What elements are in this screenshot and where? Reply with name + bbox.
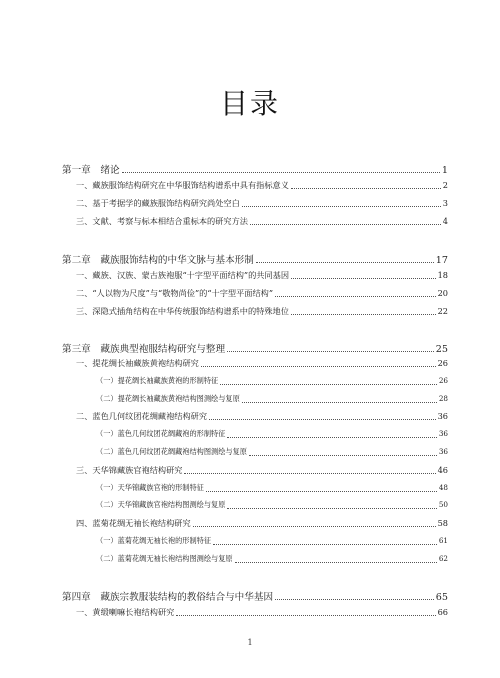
toc-entry-page: 62	[438, 554, 448, 563]
toc-section-entry	[76, 288, 448, 299]
toc-entry-title: （一）蓝菊花绸无袖长袍的形制特征	[96, 536, 212, 545]
dot-leader	[242, 206, 441, 207]
toc-entry-page: 26	[437, 358, 448, 368]
toc-entry-page: 20	[437, 288, 448, 298]
dot-leader	[227, 508, 436, 509]
dot-leader	[206, 491, 437, 492]
dot-leader	[291, 314, 436, 315]
dot-leader	[249, 455, 437, 456]
dot-leader	[227, 437, 436, 438]
toc-entry-page: 2	[442, 180, 448, 190]
toc-entry-title: （一）蓝色几何纹团花绸藏袍的形制特征	[96, 429, 226, 438]
toc-entry-title: 四、蓝菊花绸无袖长袍结构研究	[76, 518, 191, 528]
dot-leader	[220, 384, 437, 385]
toc-entry-title: 二、基于考据学的藏族服饰结构研究尚处空白	[76, 198, 240, 208]
toc-section-entry	[76, 216, 448, 227]
toc-subsection-entry	[96, 447, 448, 457]
toc-entry-title: 三、文献、考察与标本相结合重标本的研究方法	[76, 216, 248, 226]
toc-section-entry	[76, 306, 448, 317]
dot-leader	[275, 296, 436, 297]
toc-entry-page: 36	[438, 429, 448, 438]
toc-chapter-entry	[62, 341, 448, 355]
toc-entry-title: 二、蓝色几何纹团花绸藏袍结构研究	[76, 411, 208, 421]
toc-entry-page: 22	[437, 306, 448, 316]
toc-entry-page: 48	[438, 483, 448, 492]
toc-entry-page: 28	[438, 394, 448, 403]
dot-leader	[250, 224, 441, 225]
dot-leader	[122, 172, 440, 173]
toc-section-entry	[76, 465, 448, 476]
toc-subsection-entry	[96, 483, 448, 493]
dot-leader	[176, 615, 435, 616]
toc-entry-title: 三、天华锦藏族官袍结构研究	[76, 465, 183, 475]
toc-subsection-entry	[96, 394, 448, 404]
toc-entry-page: 1	[441, 165, 448, 176]
dot-leader	[209, 419, 436, 420]
toc-entry-title: 一、提花绸长袖藏族黄袍结构研究	[76, 358, 199, 368]
toc-entry-title: 三、深隐式插角结构在中华传统服饰结构谱系中的特殊地位	[76, 306, 289, 316]
toc-section-entry	[76, 518, 448, 529]
toc-section-entry	[76, 411, 448, 422]
toc-entry-title: 一、藏族、汉族、蒙古族袍服“十字型平面结构”的共同基因	[76, 270, 290, 280]
toc-entry-page: 3	[442, 198, 448, 208]
page-title: 目录	[219, 87, 280, 120]
toc-entry-page: 18	[437, 270, 448, 280]
toc-entry-page: 26	[438, 376, 448, 385]
dot-leader	[235, 562, 437, 563]
dot-leader	[291, 278, 436, 279]
dot-leader	[291, 188, 441, 189]
toc-subsection-entry	[96, 376, 448, 386]
toc-entry-title: （二）天华锦藏族官袍结构图测绘与复原	[96, 500, 226, 509]
toc-entry-page: 58	[437, 518, 448, 528]
dot-leader	[184, 473, 435, 474]
dot-leader	[256, 262, 434, 263]
toc-entry-title: （二）蓝菊花绸无袖长袍结构图测绘与复原	[96, 554, 233, 563]
toc-entry-title: （一）天华锦藏族官袍的形制特征	[96, 483, 204, 492]
toc-entry-page: 17	[435, 255, 448, 266]
page-number: 1	[247, 638, 253, 647]
toc-entry-page: 61	[438, 536, 448, 545]
toc-entry-page: 50	[438, 500, 448, 509]
toc-entry-title: 二、“人以物为尺度”与“敬物尚俭”的“十字型平面结构”	[76, 288, 274, 298]
dot-leader	[213, 544, 437, 545]
toc-entry-page: 36	[437, 411, 448, 421]
toc-entry-title: 第一章 绪论	[62, 165, 120, 176]
toc-section-entry	[76, 358, 448, 369]
dot-leader	[275, 599, 434, 600]
toc-entry-page: 36	[438, 447, 448, 456]
toc-entry-page: 46	[437, 465, 448, 475]
toc-entry-title: 第二章 藏族服饰结构的中华文脉与基本形制	[62, 255, 254, 266]
toc-chapter-entry	[62, 162, 448, 176]
toc-subsection-entry	[96, 536, 448, 546]
toc-section-entry	[76, 270, 448, 281]
dot-leader	[201, 366, 436, 367]
toc-entry-page: 4	[442, 216, 448, 226]
dot-leader	[242, 402, 437, 403]
dot-leader	[227, 351, 434, 352]
toc-section-entry	[76, 180, 448, 191]
toc-section-entry	[76, 607, 448, 618]
toc-entry-title: （二）蓝色几何纹团花绸藏袍结构图测绘与复原	[96, 447, 247, 456]
toc-entry-page: 66	[437, 607, 448, 617]
toc-subsection-entry	[96, 554, 448, 564]
toc-entry-title: 一、黄缎喇嘛长袍结构研究	[76, 607, 175, 617]
toc-entry-page: 65	[435, 592, 448, 603]
toc-chapter-entry	[62, 589, 448, 603]
toc-entry-page: 25	[435, 344, 448, 355]
toc-section-entry	[76, 198, 448, 209]
toc-chapter-entry	[62, 252, 448, 266]
dot-leader	[193, 526, 436, 527]
toc-entry-title: （二）提花绸长袖藏族黄袍结构图测绘与复原	[96, 394, 240, 403]
toc-subsection-entry	[96, 429, 448, 439]
toc-entry-title: 一、藏族服饰结构研究在中华服饰结构谱系中具有指标意义	[76, 180, 289, 190]
toc-entry-title: 第四章 藏族宗教服装结构的教俗结合与中华基因	[62, 592, 274, 603]
toc-subsection-entry	[96, 500, 448, 510]
toc-entry-title: （一）提花绸长袖藏族黄袍的形制特征	[96, 376, 219, 385]
toc-entry-title: 第三章 藏族典型袍服结构研究与整理	[62, 344, 226, 355]
